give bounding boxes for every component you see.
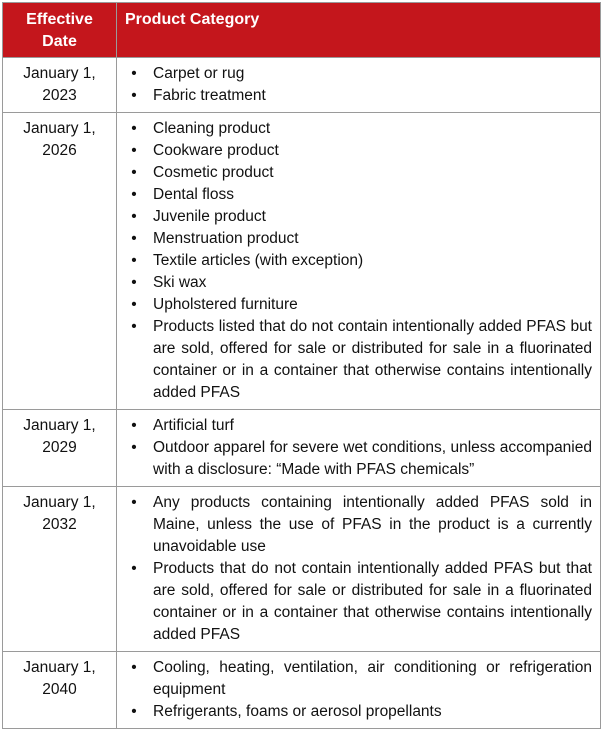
bullet-icon: •	[131, 164, 137, 181]
list-item	[121, 294, 592, 316]
bullet-icon: •	[131, 252, 137, 269]
list-item	[121, 85, 592, 107]
effective-date-header-line1: Effective	[26, 11, 93, 28]
pfas-schedule	[2, 2, 600, 729]
effective-date-cell	[3, 487, 117, 652]
list-item	[121, 118, 592, 140]
bullet-icon: •	[131, 274, 137, 291]
effective-date-line1: January 1,	[23, 120, 96, 137]
bullet-icon: •	[131, 703, 137, 720]
list-item-text: Menstruation product	[153, 230, 299, 247]
bullet-icon: •	[131, 417, 137, 434]
list-item	[121, 657, 592, 701]
effective-date-cell	[3, 58, 117, 113]
effective-date-cell	[3, 410, 117, 487]
table-row	[3, 113, 601, 410]
list-item	[121, 250, 592, 272]
list-item-text: Cookware product	[153, 142, 279, 159]
product-list	[121, 415, 592, 481]
effective-date-header	[3, 3, 117, 58]
table-row	[3, 410, 601, 487]
list-item-text: Fabric treatment	[153, 87, 266, 104]
list-item-text: Cooling, heating, ventilation, air conditioning or refrigeration equipment	[153, 659, 592, 698]
effective-date-line2: 2026	[42, 142, 77, 159]
list-item	[121, 437, 592, 481]
list-item-text: Cleaning product	[153, 120, 271, 137]
list-item-text: Artificial turf	[153, 417, 234, 434]
bullet-icon: •	[131, 65, 137, 82]
bullet-icon: •	[131, 142, 137, 159]
product-category-cell	[117, 487, 601, 652]
list-item	[121, 63, 592, 85]
bullet-icon: •	[131, 560, 137, 577]
product-category-cell	[117, 58, 601, 113]
list-item	[121, 316, 592, 404]
list-item	[121, 228, 592, 250]
effective-date-line2: 2040	[42, 681, 77, 698]
bullet-icon: •	[131, 318, 137, 335]
bullet-icon: •	[131, 230, 137, 247]
effective-date-cell	[3, 652, 117, 729]
list-item-text: Outdoor apparel for severe wet conditions, unless accompanied with a disclosure: “Made with PFAS chemicals”	[153, 439, 592, 478]
bullet-icon: •	[131, 87, 137, 104]
bullet-icon: •	[131, 296, 137, 313]
product-list	[121, 492, 592, 646]
product-category-cell	[117, 410, 601, 487]
effective-date-line2: 2032	[42, 516, 77, 533]
effective-date-line2: 2023	[42, 87, 77, 104]
pfas-effective-date-table	[2, 2, 601, 729]
list-item-text: Juvenile product	[153, 208, 266, 225]
table-row	[3, 58, 601, 113]
list-item-text: Carpet or rug	[153, 65, 245, 82]
product-list	[121, 63, 592, 107]
table-row	[3, 652, 601, 729]
effective-date-line2: 2029	[42, 439, 77, 456]
effective-date-line1: January 1,	[23, 65, 96, 82]
list-item	[121, 272, 592, 294]
list-item	[121, 206, 592, 228]
list-item-text: Products listed that do not contain intentionally added PFAS but are sold, offered for sale or distributed for sale in a fluorinated container or in a container that otherwise contains intentionally added PFAS	[153, 318, 592, 401]
table-body	[3, 58, 601, 729]
effective-date-cell	[3, 113, 117, 410]
bullet-icon: •	[131, 439, 137, 456]
list-item	[121, 558, 592, 646]
list-item	[121, 701, 592, 723]
list-item-text: Cosmetic product	[153, 164, 274, 181]
effective-date-line1: January 1,	[23, 659, 96, 676]
table-row	[3, 487, 601, 652]
product-list	[121, 118, 592, 404]
list-item-text: Ski wax	[153, 274, 207, 291]
list-item-text: Products that do not contain intentionally added PFAS but that are sold, offered for sale or distributed for sale in a fluorinated container or in a container that otherwise contains intentionally added PFAS	[153, 560, 592, 643]
effective-date-line1: January 1,	[23, 417, 96, 434]
list-item-text: Textile articles (with exception)	[153, 252, 364, 269]
list-item-text: Dental floss	[153, 186, 234, 203]
list-item-text: Upholstered furniture	[153, 296, 298, 313]
bullet-icon: •	[131, 120, 137, 137]
bullet-icon: •	[131, 659, 137, 676]
list-item	[121, 162, 592, 184]
bullet-icon: •	[131, 208, 137, 225]
list-item	[121, 140, 592, 162]
effective-date-line1: January 1,	[23, 494, 96, 511]
product-category-cell	[117, 113, 601, 410]
product-category-header: Product Category	[117, 3, 601, 58]
list-item	[121, 415, 592, 437]
table-header-row	[3, 3, 601, 58]
bullet-icon: •	[131, 494, 137, 511]
effective-date-header-line2: Date	[42, 33, 77, 50]
product-category-cell	[117, 652, 601, 729]
bullet-icon: •	[131, 186, 137, 203]
list-item-text: Refrigerants, foams or aerosol propellants	[153, 703, 442, 720]
list-item-text: Any products containing intentionally added PFAS sold in Maine, unless the use of PFAS in the product is a currently unavoidable use	[153, 494, 592, 555]
list-item	[121, 184, 592, 206]
list-item	[121, 492, 592, 558]
product-list	[121, 657, 592, 723]
